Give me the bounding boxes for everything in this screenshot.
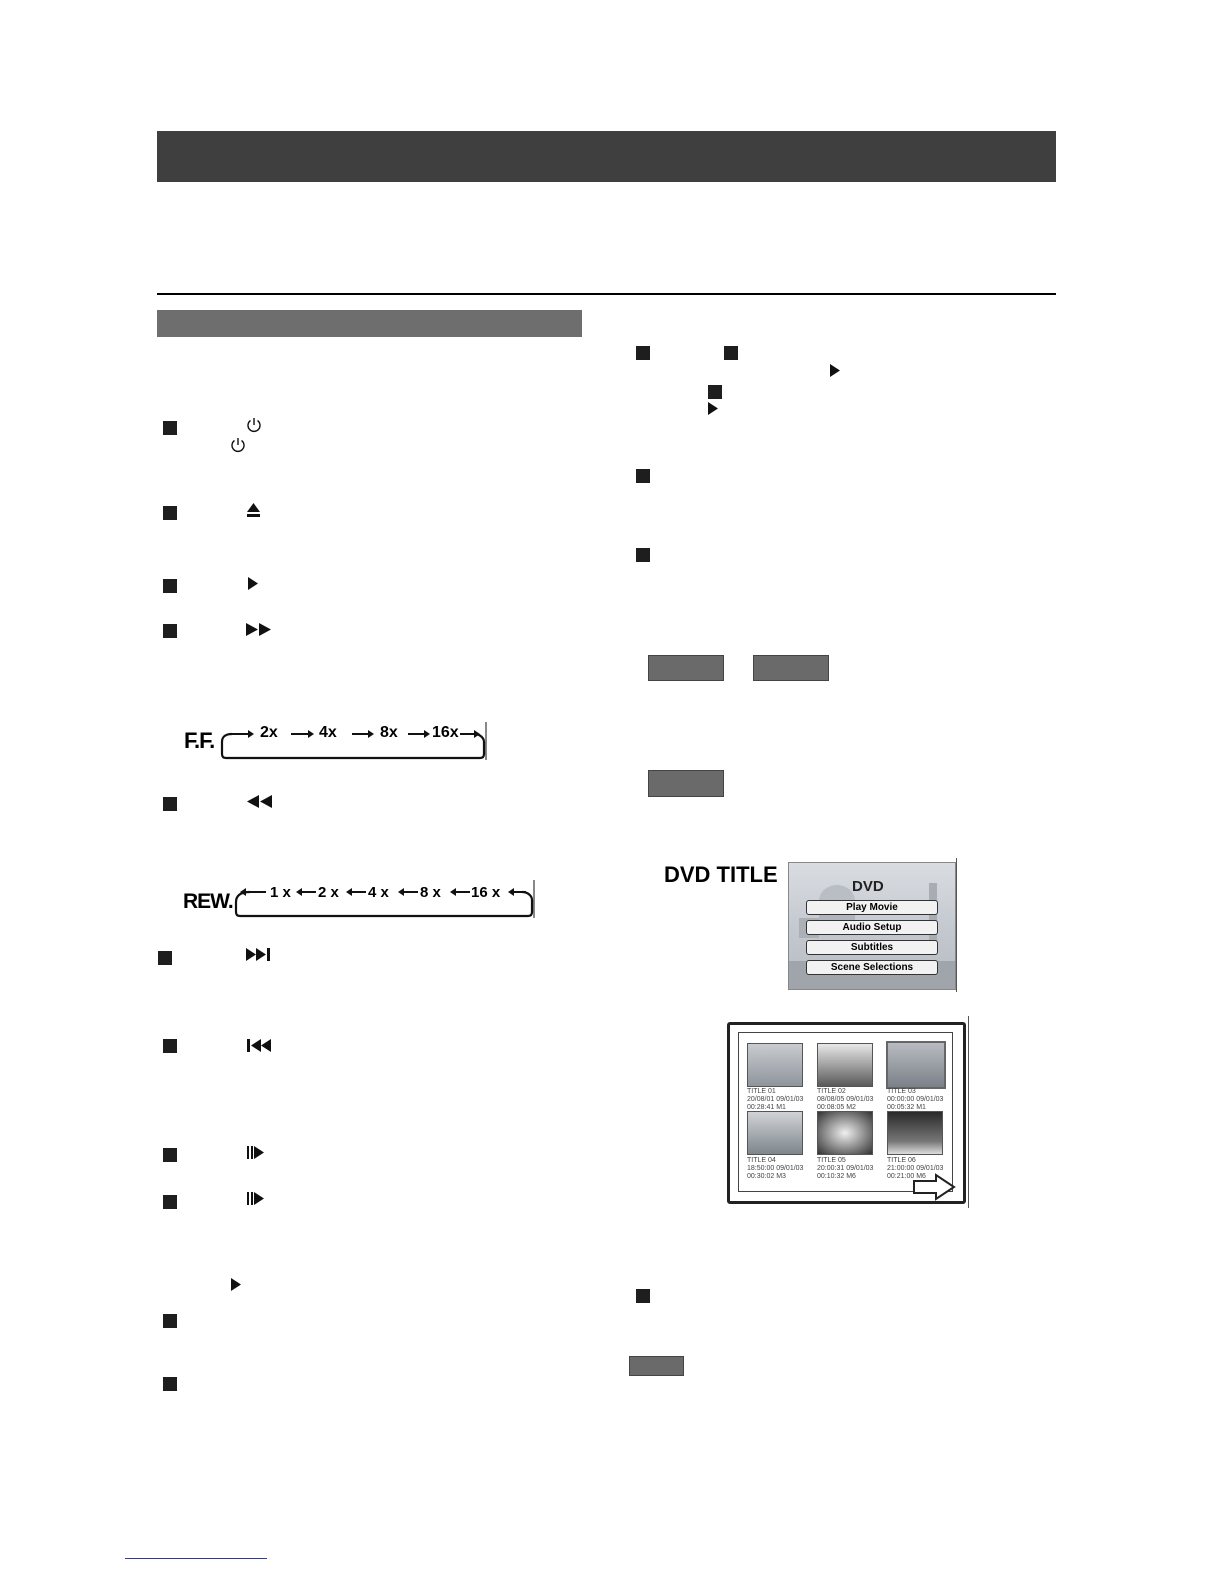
step-bullet <box>163 506 177 520</box>
play-icon <box>247 576 259 591</box>
remote-button-graphic <box>648 770 724 797</box>
menu-item-scene-selections: Scene Selections <box>806 960 938 975</box>
note-label-graphic <box>629 1356 684 1376</box>
rew-speed: 1 x <box>270 884 291 901</box>
rewind-icon <box>246 794 274 809</box>
page-title-bar <box>157 131 1056 182</box>
menu-item-play-movie: Play Movie <box>806 900 938 915</box>
step-bullet <box>636 469 650 483</box>
thumbnail-caption: TITLE 03 00:00:00 09/01/03 00:05:32 M1 <box>887 1088 944 1111</box>
power-icon <box>245 416 263 434</box>
stop-icon <box>724 346 738 360</box>
fast-forward-icon <box>245 622 273 637</box>
step-bullet <box>163 579 177 593</box>
thumbnail-image <box>747 1111 803 1155</box>
play-icon <box>707 401 719 416</box>
step-bullet <box>163 421 177 435</box>
power-icon <box>229 436 247 454</box>
rew-speed: 4 x <box>368 884 389 901</box>
thumbnail-image <box>817 1111 873 1155</box>
stop-icon <box>708 385 722 399</box>
rew-label: REW. <box>183 890 233 913</box>
dvd-menu-screen <box>788 862 956 990</box>
thumbnail-image-selected <box>886 1041 946 1089</box>
thumbnail-caption: TITLE 06 21:00:00 09/01/03 00:21:00 M6 <box>887 1157 944 1180</box>
menu-item-subtitles: Subtitles <box>806 940 938 955</box>
thumbnail-caption: TITLE 05 20:00:31 09/01/03 00:10:32 M6 <box>817 1157 874 1180</box>
index-divider <box>968 1016 969 1208</box>
rew-speed: 8 x <box>420 884 441 901</box>
thumbnail-image <box>817 1043 873 1087</box>
rew-speed: 2 x <box>318 884 339 901</box>
step-bullet <box>163 624 177 638</box>
ff-speed: 2x <box>260 724 278 741</box>
step-bullet <box>636 1289 650 1303</box>
menu-divider <box>956 858 957 992</box>
menu-item-audio-setup: Audio Setup <box>806 920 938 935</box>
step-bullet <box>158 951 172 965</box>
thumbnail-caption: TITLE 01 20/08/01 09/01/03 00:28:41 M1 <box>747 1088 804 1111</box>
step-bullet <box>636 346 650 360</box>
play-icon <box>230 1277 242 1292</box>
step-bullet <box>163 1377 177 1391</box>
play-icon <box>829 363 841 378</box>
dvd-logo: DVD <box>852 878 884 895</box>
ff-speed: 4x <box>319 724 337 741</box>
step-bullet <box>636 548 650 562</box>
ff-speed: 8x <box>380 724 398 741</box>
step-bullet <box>163 1039 177 1053</box>
slow-play-icon <box>246 1191 266 1206</box>
section-heading-bar <box>157 310 582 337</box>
thumbnail-image <box>887 1111 943 1155</box>
remote-button-graphic <box>648 655 724 681</box>
dvd-title-heading: DVD TITLE <box>664 862 778 887</box>
remote-button-graphic <box>753 655 829 681</box>
thumbnail-image <box>747 1043 803 1087</box>
slow-play-icon <box>246 1145 266 1160</box>
next-page-arrow-icon <box>912 1173 956 1201</box>
rew-speed: 16 x <box>471 884 501 901</box>
ff-speed: 16x <box>432 724 459 741</box>
thumbnail-caption: TITLE 02 08/08/05 09/01/03 00:08:05 M2 <box>817 1088 874 1111</box>
step-bullet <box>163 1148 177 1162</box>
eject-icon <box>245 502 262 518</box>
horizontal-rule <box>157 293 1056 295</box>
thumbnail-caption: TITLE 04 18:50:00 09/01/03 00:30:02 M3 <box>747 1157 804 1180</box>
ff-label: F.F. <box>184 728 215 753</box>
step-bullet <box>163 797 177 811</box>
thumbnail-index-screen <box>727 1022 966 1204</box>
skip-previous-icon <box>245 1038 273 1053</box>
step-bullet <box>163 1195 177 1209</box>
skip-next-icon <box>245 947 273 962</box>
footer-link-underline <box>125 1558 267 1559</box>
step-bullet <box>163 1314 177 1328</box>
